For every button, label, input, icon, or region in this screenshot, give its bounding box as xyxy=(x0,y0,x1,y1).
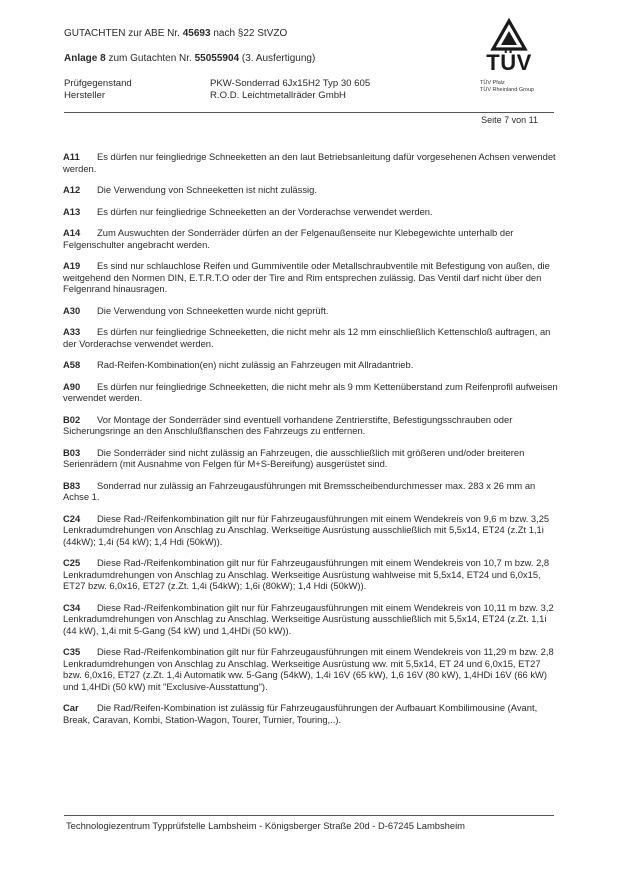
clause-text: Diese Rad-/Reifenkombination gilt nur für Fahrzeugausführungen mit einem Wendekreis von 11,29 m bzw. 2,8 Lenkradumdrehungen von Anschlag zu Anschlag. Werkseitige Ausrüstung ww. mit 5,5x14, ET 24 und 6,0x15, ET27 bzw. 6,0x16, ET27 (z.Zt. 1,4i Automatik ww. 5-Gang (54kW), 1,4i 16V (65 kW), 1,6 16V (80 kW), 1,4HDi 16V (66 kW) und 1,4HDi (50 kW) mit "Exclusive-Ausstattung"). xyxy=(63,646,554,692)
clause-code: A58 xyxy=(63,359,81,370)
copy-note: (3. Ausfertigung) xyxy=(241,53,316,64)
clause-a11 xyxy=(63,151,559,174)
clause-text: Vor Montage der Sonderräder sind eventuell vorhandene Zentrierstifte, Befestigungsschrauben oder Sicherungsringe an den Anschlußflanschen des Fahrzeugs zu entfernen. xyxy=(63,413,513,436)
clause-a30 xyxy=(63,305,559,317)
clause-text: Diese Rad-/Reifenkombination gilt nur für Fahrzeugausführungen mit einem Wendekreis von 10,11 m bzw. 3,2 Lenkradumdrehungen von Anschlag zu Anschlag. Werkseitige Ausrüstung ausschließlich mit 5,5x14, ET24 (z.Zt. 1,1i (44 kW), 1,4i mit 5-Gang (54 kW) und 1,4HDi (50 kW)). xyxy=(63,601,554,636)
clause-text: Die Verwendung von Schneeketten wurde nicht geprüft. xyxy=(97,304,329,316)
clause-code: Car xyxy=(63,702,79,713)
clause-a14 xyxy=(63,227,559,250)
clause-code: C35 xyxy=(63,646,81,657)
clause-list xyxy=(63,141,559,725)
report-title xyxy=(64,28,287,39)
clause-text: Es sind nur schlauchlose Reifen und Gummiventile oder Metallschraubventile mit Befestigung von außen, die weitgehend den Normen DIN, E.T.R.T.O oder der Tire and Rim entsprechen zulässig. Das Ventil darf nicht über den Felgenrand hinausragen. xyxy=(63,260,550,294)
tuev-subtitle xyxy=(480,80,534,93)
clause-code: A19 xyxy=(63,260,81,271)
tuev-brand: TÜV xyxy=(486,50,532,75)
clause-text: Diese Rad-/Reifenkombination gilt nur für Fahrzeugausführungen mit einem Wendekreis von 10,7 m bzw. 2,8 Lenkradumdrehungen von Anschlag zu Anschlag. Werkseitige Ausrüstung wahlweise mit 5,5x14, ET24 und 6,0x15, ET27 bzw. 6,0x16, ET27 (z.Zt. 1,4i (54kW); 1,6i (80kW); 1,4 Hdi (50kW)). xyxy=(63,557,550,591)
footer-address: Technologiezentrum Typprüfstelle Lambsheim - Königsberger Straße 20d - D-67245 Lambsheim xyxy=(66,820,465,831)
clause-text: Rad-Reifen-Kombination(en) nicht zulässig an Fahrzeugen mit Allradantrieb. xyxy=(97,359,414,370)
footer-divider xyxy=(64,815,554,816)
clause-b03 xyxy=(63,447,559,470)
clause-code: A30 xyxy=(63,304,81,316)
report-number: 55055904 xyxy=(194,53,240,64)
tuev-subtitle-2: TÜV Rheinland Group xyxy=(480,86,535,93)
clause-text: Die Verwendung von Schneeketten ist nicht zulässig. xyxy=(97,184,317,195)
clause-code: C25 xyxy=(63,557,81,568)
clause-text: Es dürfen nur feingliedrige Schneeketten, die nicht mehr als 9 mm Kettenüberstand zum Reifenprofil aufweisen verwendet werden. xyxy=(63,380,558,403)
tuev-subtitle-1: TÜV Pfalz xyxy=(480,80,505,86)
clause-c25 xyxy=(63,557,559,592)
header-divider xyxy=(64,112,554,113)
hersteller-label: Hersteller xyxy=(64,90,106,101)
meta-values xyxy=(210,78,370,102)
clause-text: Die Rad/Reifen-Kombination ist zulässig für Fahrzeugausführungen der Aufbauart Kombilimousine (Avant, Break, Caravan, Kombi, Station-Wagon, Tourer, Turnier, Touring,..). xyxy=(63,702,538,725)
clause-text: Die Sonderräder sind nicht zulässig an Fahrzeugen, die ausschließlich mit größeren und/oder breiteren Serienrädern (mit Ausnahme von Felgen für M+S-Bereifung) ausgerüstet sind. xyxy=(63,446,525,469)
clause-code: A90 xyxy=(63,380,81,392)
clause-code: A14 xyxy=(63,227,81,238)
appendix-mid: zum Gutachten Nr. xyxy=(108,53,192,64)
clause-a90 xyxy=(63,381,559,404)
clause-text: Es dürfen nur feingliedrige Schneeketten, die nicht mehr als 12 mm einschließlich Kettenschloß auftragen, an der Vorderachse verwendet werden. xyxy=(63,326,551,349)
clause-b83 xyxy=(63,480,559,503)
clause-code: B83 xyxy=(63,479,81,491)
clause-code: A13 xyxy=(63,205,81,217)
clause-code: B02 xyxy=(63,413,81,425)
clause-code: A11 xyxy=(63,151,80,162)
clause-c34 xyxy=(63,602,559,637)
clause-code: C24 xyxy=(63,512,81,524)
appendix-line xyxy=(64,53,315,64)
clause-code: A12 xyxy=(63,184,81,195)
page-number: Seite 7 von 11 xyxy=(481,115,538,125)
clause-c35 xyxy=(63,646,559,692)
clause-code: C34 xyxy=(63,601,81,613)
clause-a12 xyxy=(63,184,559,196)
appendix-label: Anlage 8 xyxy=(64,53,106,64)
pruefgegenstand-value: PKW-Sonderrad 6Jx15H2 Typ 30 605 xyxy=(210,78,371,89)
clause-text: Diese Rad-/Reifenkombination gilt nur für Fahrzeugausführungen mit einem Wendekreis von 9,6 m bzw. 3,25 Lenkradumdrehungen von Anschlag zu Anschlag. Werkseitige Ausrüstung ausschließlich mit 5,5x14, ET24 (z.Zt 1,1i (44kW); 1,4i (54 kW); 1,4 Hdi (50kW)). xyxy=(63,512,550,547)
abe-number: 45693 xyxy=(182,28,211,39)
clause-text: Zum Auswuchten der Sonderräder dürfen an der Felgenaußenseite nur Klebegewichte unterhalb der Felgenschulter angebracht werden. xyxy=(63,227,514,250)
report-title-prefix: GUTACHTEN zur ABE Nr. xyxy=(64,28,180,39)
clause-text: Sonderrad nur zulässig an Fahrzeugausführungen mit Bremsscheibendurchmesser max. 283 x 26 mm an Achse 1. xyxy=(63,479,536,502)
clause-a58 xyxy=(63,359,559,371)
tuev-triangle-icon xyxy=(474,18,544,52)
report-title-suffix: nach §22 StVZO xyxy=(213,28,288,39)
tuev-logo xyxy=(474,18,544,98)
clause-code: A33 xyxy=(63,326,81,337)
clause-b02 xyxy=(63,414,559,437)
clause-text: Es dürfen nur feingliedrige Schneeketten an der Vorderachse verwendet werden. xyxy=(97,205,433,217)
clause-a13 xyxy=(63,206,559,218)
clause-a33 xyxy=(63,326,559,349)
hersteller-value: R.O.D. Leichtmetallräder GmbH xyxy=(210,90,346,101)
pruefgegenstand-label: Prüfgegenstand xyxy=(64,78,132,89)
clause-car xyxy=(63,702,559,725)
clause-a19 xyxy=(63,260,559,295)
clause-text: Es dürfen nur feingliedrige Schneeketten an den laut Betriebsanleitung dafür vorgesehenen Achsen verwendet werden. xyxy=(63,151,556,174)
clause-code: B03 xyxy=(63,446,81,458)
clause-c24 xyxy=(63,513,559,548)
meta-labels xyxy=(64,78,132,102)
